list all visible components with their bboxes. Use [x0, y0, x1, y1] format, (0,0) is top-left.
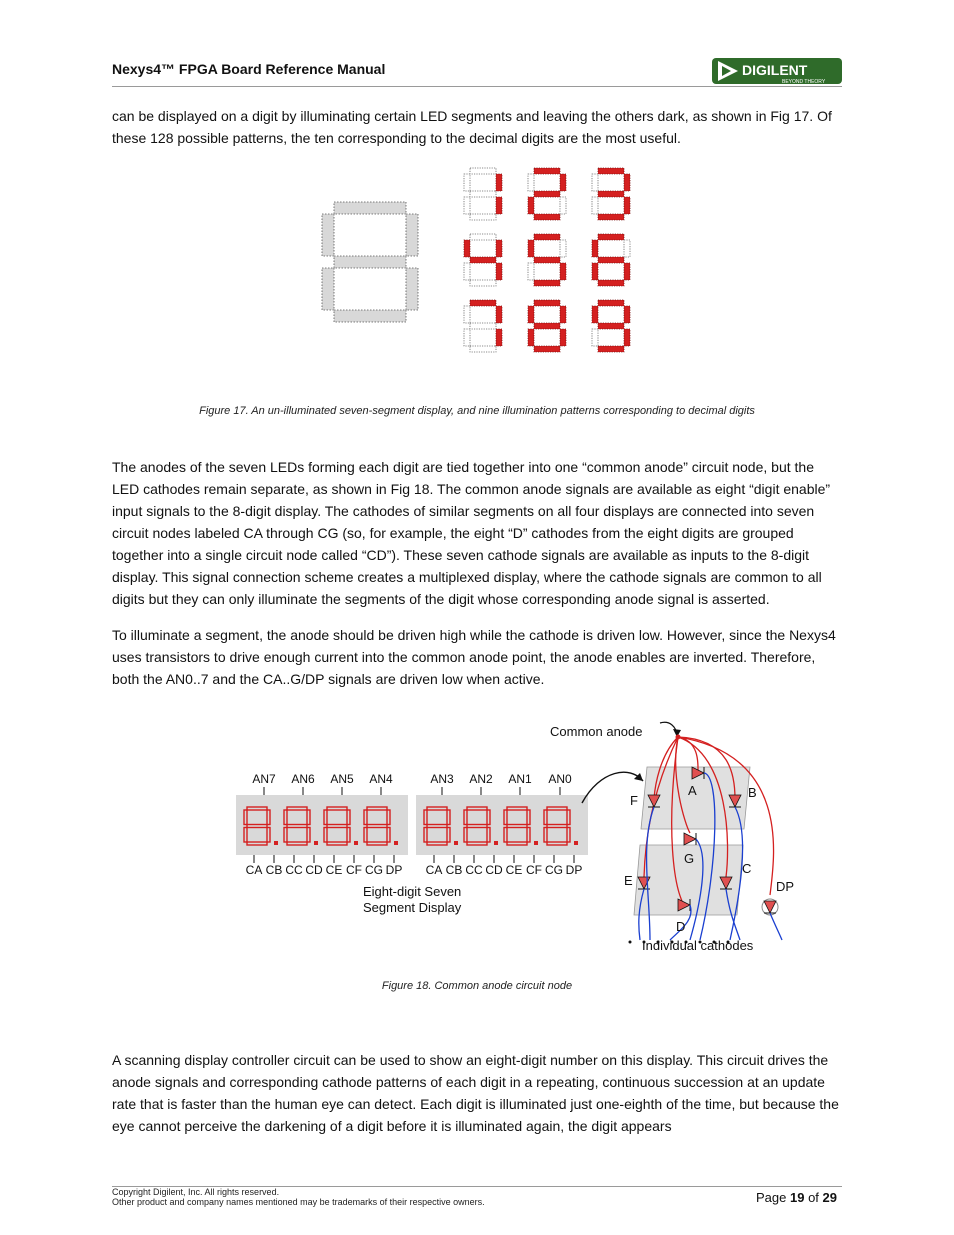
- cathode-label-ca: CA: [425, 863, 443, 877]
- segment-c: [496, 197, 502, 214]
- segment-b: [624, 240, 630, 257]
- cathode-label-ca: CA: [245, 863, 263, 877]
- cathode-label-cf: CF: [526, 863, 542, 877]
- segment-f: [464, 306, 470, 323]
- cathode-label-cb: CB: [265, 863, 283, 877]
- segment-e: [592, 263, 598, 280]
- segment-g: [470, 191, 496, 197]
- display-dp: [314, 841, 318, 845]
- segment-f: [528, 240, 534, 257]
- cathode-label-cc: CC: [285, 863, 303, 877]
- segment-letter-dp: DP: [776, 879, 795, 894]
- anode-label-an6: AN6: [291, 772, 315, 786]
- segment-f: [528, 306, 534, 323]
- page-prefix: Page: [756, 1190, 790, 1205]
- segment-a: [598, 234, 624, 240]
- segment-g: [470, 323, 496, 329]
- led-dp: [764, 901, 776, 913]
- segment-e: [464, 329, 470, 346]
- decimal-digit-patterns: [464, 168, 630, 352]
- paragraph-2: The anodes of the seven LEDs forming each digit are tied together into one “common anode” circuit node, but the LED cathodes remain separate, as shown in Fig 18. The common anode signals are available as eight “digit enable” input signals to the 8-digit display. The cathodes of similar segments on all four displays are connected into seven circuit nodes labeled CA through CG (so, for example, the eight “D” cathodes from the eight digits are grouped together into a single circuit node called “CD”). These seven cathode signals are available as inputs to the 8-digit display. This signal connection scheme creates a multiplexed display, where the cathode signals are common to all digits but they can only illuminate the segments of the digit whose corresponding anode signal is asserted.: [112, 459, 831, 607]
- digilent-logo: [712, 56, 842, 86]
- display-dp: [454, 841, 458, 845]
- segment-g: [598, 257, 624, 263]
- segment-a: [470, 300, 496, 306]
- segment-d: [470, 346, 496, 352]
- header-rule: [112, 86, 842, 87]
- page-of: of: [804, 1190, 823, 1205]
- unlit-segment-a: [334, 202, 406, 214]
- display-dp: [574, 841, 578, 845]
- segment-e: [592, 329, 598, 346]
- segment-letter-a: A: [688, 783, 697, 798]
- segment-letter-d: D: [676, 919, 686, 934]
- segment-b: [496, 174, 502, 191]
- segment-f: [464, 174, 470, 191]
- anode-label-an3: AN3: [430, 772, 454, 786]
- cathode-label-ce: CE: [505, 863, 523, 877]
- cathode-label-cf: CF: [346, 863, 362, 877]
- display-label-line2: Segment Display: [363, 900, 462, 915]
- cathode-label-dp: DP: [385, 863, 403, 877]
- segment-d: [598, 280, 624, 286]
- segment-g: [598, 191, 624, 197]
- segment-letter-c: C: [742, 861, 752, 876]
- segment-d: [534, 280, 560, 286]
- digit-pattern-3: [592, 168, 630, 220]
- segment-d: [470, 280, 496, 286]
- common-anode-schematic: [624, 735, 794, 944]
- unlit-segment-d: [334, 310, 406, 322]
- segment-b: [496, 240, 502, 257]
- segment-f: [592, 240, 598, 257]
- figure-18-caption: Figure 18. Common anode circuit node: [381, 980, 573, 992]
- cathode-label-cg: CG: [545, 863, 563, 877]
- cathode-label-cc: CC: [465, 863, 483, 877]
- unlit-segment-f: [322, 214, 334, 256]
- digit-pattern-1: [464, 168, 502, 220]
- segment-e: [528, 197, 534, 214]
- segment-e: [528, 329, 534, 346]
- segment-a: [598, 168, 624, 174]
- segment-g: [534, 257, 560, 263]
- cathode-label-dp: DP: [565, 863, 583, 877]
- segment-c: [496, 263, 502, 280]
- segment-f: [464, 240, 470, 257]
- segment-f: [592, 306, 598, 323]
- cathode-label-cg: CG: [365, 863, 383, 877]
- anode-label-an7: AN7: [252, 772, 276, 786]
- segment-letter-f: F: [630, 793, 638, 808]
- logo-tagline: BEYOND THEORY: [782, 79, 826, 85]
- segment-b: [496, 306, 502, 323]
- unlit-segment-e: [322, 268, 334, 310]
- anode-label-an0: AN0: [548, 772, 572, 786]
- display-dp: [394, 841, 398, 845]
- segment-d: [534, 214, 560, 220]
- segment-b: [560, 306, 566, 323]
- segment-c: [624, 263, 630, 280]
- segment-c: [560, 197, 566, 214]
- segment-g: [470, 257, 496, 263]
- segment-b: [624, 306, 630, 323]
- segment-letter-g: G: [684, 851, 695, 866]
- segment-c: [560, 329, 566, 346]
- display-label-line1: Eight-digit Seven: [363, 884, 462, 899]
- segment-c: [560, 263, 566, 280]
- trademark-text: Other product and company names mentioned may be trademarks of their respective owners.: [112, 1197, 485, 1207]
- digit-pattern-8: [528, 300, 566, 352]
- cathode-wire: [770, 913, 782, 940]
- figure-17: [312, 160, 652, 360]
- segment-e: [464, 197, 470, 214]
- segment-d: [534, 346, 560, 352]
- page-number: [756, 1190, 837, 1205]
- cathode-label-ce: CE: [325, 863, 343, 877]
- figure-18: [230, 715, 820, 960]
- segment-c: [624, 197, 630, 214]
- anode-label-an5: AN5: [330, 772, 354, 786]
- segment-b: [624, 174, 630, 191]
- page-current: 19: [789, 1190, 805, 1205]
- segment-e: [592, 197, 598, 214]
- digit-pattern-4: [464, 234, 502, 286]
- segment-g: [598, 323, 624, 329]
- anode-label-an1: AN1: [508, 772, 532, 786]
- page-total: 29: [822, 1190, 837, 1205]
- digit-pattern-6: [592, 234, 630, 286]
- paragraph-1: can be displayed on a digit by illuminating certain LED segments and leaving the others dark, as shown in Fig 17. Of these 128 possible patterns, the ten corresponding to the decimal digits are the most useful.: [112, 108, 832, 146]
- anode-labels: [252, 772, 572, 795]
- segment-b: [560, 240, 566, 257]
- segment-f: [592, 174, 598, 191]
- common-anode-label: Common anode: [550, 724, 643, 739]
- individual-cathodes-label: Individual cathodes: [642, 938, 754, 953]
- digit-pattern-2: [528, 168, 566, 220]
- digit-pattern-7: [464, 300, 502, 352]
- unlit-segment-b: [406, 214, 418, 256]
- segment-c: [496, 329, 502, 346]
- cathode-terminal: [629, 941, 632, 944]
- digit-pattern-9: [592, 300, 630, 352]
- copyright-text: Copyright Digilent, Inc. All rights reserved.: [112, 1187, 280, 1197]
- display-dp: [494, 841, 498, 845]
- logo-text: DIGILENT: [742, 62, 808, 78]
- display-dp: [534, 841, 538, 845]
- segment-g: [534, 191, 560, 197]
- document-title: Nexys4™ FPGA Board Reference Manual: [112, 61, 386, 77]
- segment-d: [470, 214, 496, 220]
- segment-a: [470, 234, 496, 240]
- segment-a: [470, 168, 496, 174]
- anode-label-an2: AN2: [469, 772, 493, 786]
- segment-g: [534, 323, 560, 329]
- segment-a: [534, 234, 560, 240]
- segment-d: [598, 346, 624, 352]
- cathode-label-cb: CB: [445, 863, 463, 877]
- segment-e: [464, 263, 470, 280]
- segment-f: [528, 174, 534, 191]
- cathode-label-cd: CD: [485, 863, 503, 877]
- segment-c: [624, 329, 630, 346]
- segment-a: [598, 300, 624, 306]
- unlit-seven-segment-display: [322, 202, 418, 322]
- display-dp: [354, 841, 358, 845]
- segment-d: [598, 214, 624, 220]
- display-dp: [274, 841, 278, 845]
- segment-letter-b: B: [748, 785, 757, 800]
- common-anode-arrow: [660, 722, 677, 735]
- segment-e: [528, 263, 534, 280]
- segment-a: [534, 168, 560, 174]
- unlit-segment-g: [334, 256, 406, 268]
- cathode-labels: [246, 855, 583, 877]
- led-g: [684, 833, 696, 845]
- anode-label-an4: AN4: [369, 772, 393, 786]
- segment-a: [534, 300, 560, 306]
- segment-b: [560, 174, 566, 191]
- cathode-label-cd: CD: [305, 863, 323, 877]
- segment-letter-e: E: [624, 873, 633, 888]
- paragraph-4: A scanning display controller circuit can be used to show an eight-digit number on this display. This circuit drives the anode signals and corresponding cathode patterns of each digit in a repeating, continuous succession at an update rate that is faster than the human eye can detect. Each digit is illuminated just one-eighth of the time, but because the eye cannot perceive the darkening of a digit before it is illuminated again, the digit appears: [112, 1052, 839, 1134]
- digit-pattern-5: [528, 234, 566, 286]
- paragraph-3: To illuminate a segment, the anode should be driven high while the cathode is driven low. However, since the Nexys4 uses transistors to drive enough current into the common anode point, the anode enables are inverted. Therefore, both the AN0..7 and the CA..G/DP signals are driven low when active.: [112, 627, 836, 687]
- unlit-segment-c: [406, 268, 418, 310]
- figure-17-caption: Figure 17. An un-illuminated seven-segment display, and nine illumination patterns corresponding to decimal digits: [199, 405, 755, 417]
